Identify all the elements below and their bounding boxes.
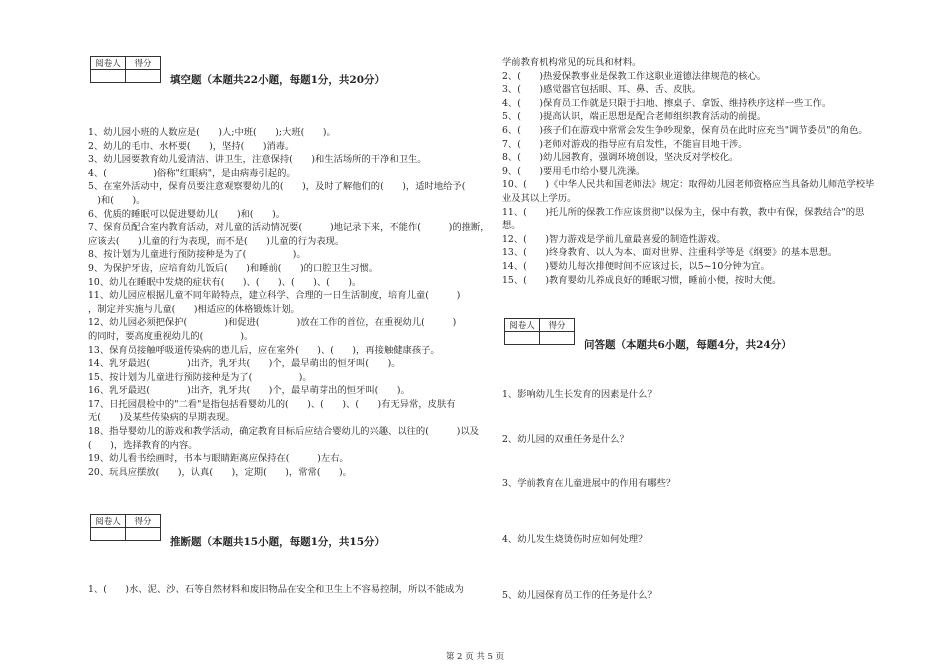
question-line: 16、乳牙最迟( )出齐，乳牙共( )个，最早萌芽出的恒牙叫( )。 — [88, 385, 410, 397]
question-line: 7、保育员配合室内教育活动，对儿童的活动情况要( )地记录下来，不能作( )的推断， — [88, 222, 490, 234]
question-line: 的同时，要高度重视幼儿的( )。 — [88, 330, 254, 342]
question-line: 11、( )托儿所的保教工作应该贯彻"以保为主，保中有教，教中有保，保教结合"的思 — [502, 206, 865, 218]
question-line: 5、( )提高认识，端正思想是配合老师组织教育活动的前提。 — [502, 111, 767, 123]
question-line: 19、幼儿看书绘画时，书本与眼睛距离应保持在( )左右。 — [88, 453, 349, 465]
qa-item-1: 1、影响幼儿生长发育的因素是什么？ — [502, 389, 657, 400]
score-cell-score[interactable] — [126, 70, 161, 83]
page-footer: 第 2 页 共 5 页 — [445, 652, 505, 662]
question-line: 业及其以上学历。 — [502, 192, 577, 204]
question-line: 10、( )《中华人民共和国老师法》规定：取得幼儿园老师资格应当具备幼儿师范学校毕 — [502, 179, 875, 191]
qa-item-3: 3、学前教育在儿童进展中的作用有哪些？ — [502, 478, 676, 489]
score-label-score: 得分 — [540, 319, 575, 332]
question-line: ，制定并实施与儿童( )相适应的体格锻炼计划。 — [88, 303, 300, 315]
question-line: 15、( )教育婴幼儿养成良好的睡眠习惯，睡前小便，按时大便。 — [502, 274, 782, 286]
question-line: 13、( )终身教育、以人为本、面对世界、注重科学等是《纲要》的基本思想。 — [502, 247, 838, 259]
question-line: ( )，选择教育的内容。 — [88, 439, 198, 451]
question-line: 学前教育机构常见的玩具和材料。 — [502, 57, 642, 68]
question-line: 无( )及某些传染病的早期表现。 — [88, 412, 235, 424]
score-cell-grader[interactable] — [91, 528, 126, 541]
score-box-1 — [90, 56, 161, 83]
question-line: 2、( )热爱保教事业是保教工作这职业道德法律规范的核心。 — [502, 70, 767, 82]
section-title-qa: 问答题（本题共6小题，每题4分，共24分） — [584, 339, 792, 351]
question-line: 1、( )水、泥、沙、石等自然材料和废旧物品在安全和卫生上不容易控制，所以不能成为 — [88, 584, 464, 595]
score-label-score: 得分 — [126, 57, 161, 70]
question-line: 14、( )婴幼儿每次排便时间不应该过长，以5~10分钟为宜。 — [502, 260, 770, 272]
question-line: 2、幼儿的毛巾、水杯要( )，坚持( )消毒。 — [88, 140, 295, 152]
question-line: 想。 — [502, 220, 521, 232]
question-line: 18、指导婴幼儿的游戏和教学活动，确定教育目标后应结合婴幼儿的兴趣、以往的( )以及 — [88, 426, 479, 438]
question-line: 3、幼儿园要教育幼儿爱清洁、讲卫生，注意保持( )和生活场所的干净和卫生。 — [88, 154, 427, 166]
score-cell-score[interactable] — [540, 332, 575, 345]
score-cell-grader[interactable] — [91, 70, 126, 83]
question-line: 5、在室外活动中，保育员要注意观察婴幼儿的( )，及时了解他们的( )，适时地给予( — [88, 181, 466, 193]
question-line: 9、为保护牙齿，应培育幼儿饭后( )和睡前( )的口腔卫生习惯。 — [88, 262, 379, 274]
question-line: 应该去( )儿童的行为表现，而不是( )儿童的行为表现。 — [88, 235, 345, 247]
qa-item-2: 2、幼儿园的双重任务是什么？ — [502, 434, 629, 445]
question-line: 14、乳牙最迟( )出齐，乳牙共( )个，最早萌出的恒牙叫( )。 — [88, 358, 401, 370]
question-line: 12、( )智力游戏是学前儿童最喜爱的制造性游戏。 — [502, 233, 726, 245]
fill-blank-list — [88, 126, 490, 479]
score-label-grader: 阅卷人 — [91, 57, 126, 70]
score-cell-grader[interactable] — [505, 332, 540, 345]
question-line: 3、( )感觉器官包括眼、耳、鼻、舌、皮肤。 — [502, 84, 702, 96]
question-line: 10、幼儿在睡眠中发烧的症状有( )、( )、( )、( )。 — [88, 276, 362, 288]
question-line: )和( )。 — [88, 194, 146, 206]
judgement-first-item — [88, 583, 490, 597]
score-label-grader: 阅卷人 — [505, 319, 540, 332]
score-label-score: 得分 — [126, 515, 161, 528]
score-cell-score[interactable] — [126, 528, 161, 541]
score-label-grader: 阅卷人 — [91, 515, 126, 528]
question-line: 17、日托园晨检中的"二看"是指包括看婴幼儿的( )、( )、( )有无异常，皮肤有 — [88, 398, 456, 410]
score-box-3 — [504, 318, 575, 345]
section-title-fill-blank: 填空题（本题共22小题，每题1分，共20分） — [170, 74, 386, 86]
question-line: 13、保育员接触呼吸道传染病的患儿后，应在室外( )、( )，再接触健康孩子。 — [88, 344, 440, 356]
question-line: 1、幼儿园小班的人数应是( )人;中班( );大班( )。 — [88, 127, 336, 138]
question-line: 12、幼儿园必须把保护( )和促进( )放在工作的首位，在重视幼儿( ) — [88, 317, 457, 329]
question-line: 6、( )孩子们在游戏中常常会发生争吵现象，保育员在此时应充当"调节委员"的角色。 — [502, 124, 868, 136]
question-line: 9、( )要用毛巾给小婴儿洗澡。 — [502, 165, 646, 177]
question-line: 8、按计划为儿童进行预防接种是为了( )。 — [88, 249, 306, 261]
question-line: 4、( )俗称"红眼病"，是由病毒引起的。 — [88, 167, 296, 179]
question-line: 6、优质的睡眠可以促进婴幼儿( )和( )。 — [88, 208, 286, 220]
question-line: 15、按计划为儿童进行预防接种是为了( )。 — [88, 371, 312, 383]
question-line: 8、( )幼儿园教育，强调环境创设，坚决反对学校化。 — [502, 152, 739, 164]
section-title-judgement: 推断题（本题共15小题，每题1分，共15分） — [170, 536, 386, 548]
score-box-2 — [90, 514, 161, 541]
qa-item-5: 5、幼儿园保育员工作的任务是什么？ — [502, 590, 657, 601]
question-line: 11、幼儿园应根据儿童不同年龄特点，建立科学、合理的一日生活制度，培育儿童( ) — [88, 290, 461, 302]
question-line: 4、( )保育员工作就是只限于扫地、擦桌子、拿饭、维持秩序这样一些工作。 — [502, 97, 832, 109]
question-line: 7、( )老师对游戏的指导应有启发性，不能盲目地干涉。 — [502, 138, 748, 150]
qa-item-4: 4、幼儿发生烧烫伤时应如何处理？ — [502, 534, 648, 545]
judgement-list — [502, 56, 904, 287]
question-line: 20、玩具应摆放( )，认真( )，定期( )，常常( )。 — [88, 466, 352, 478]
